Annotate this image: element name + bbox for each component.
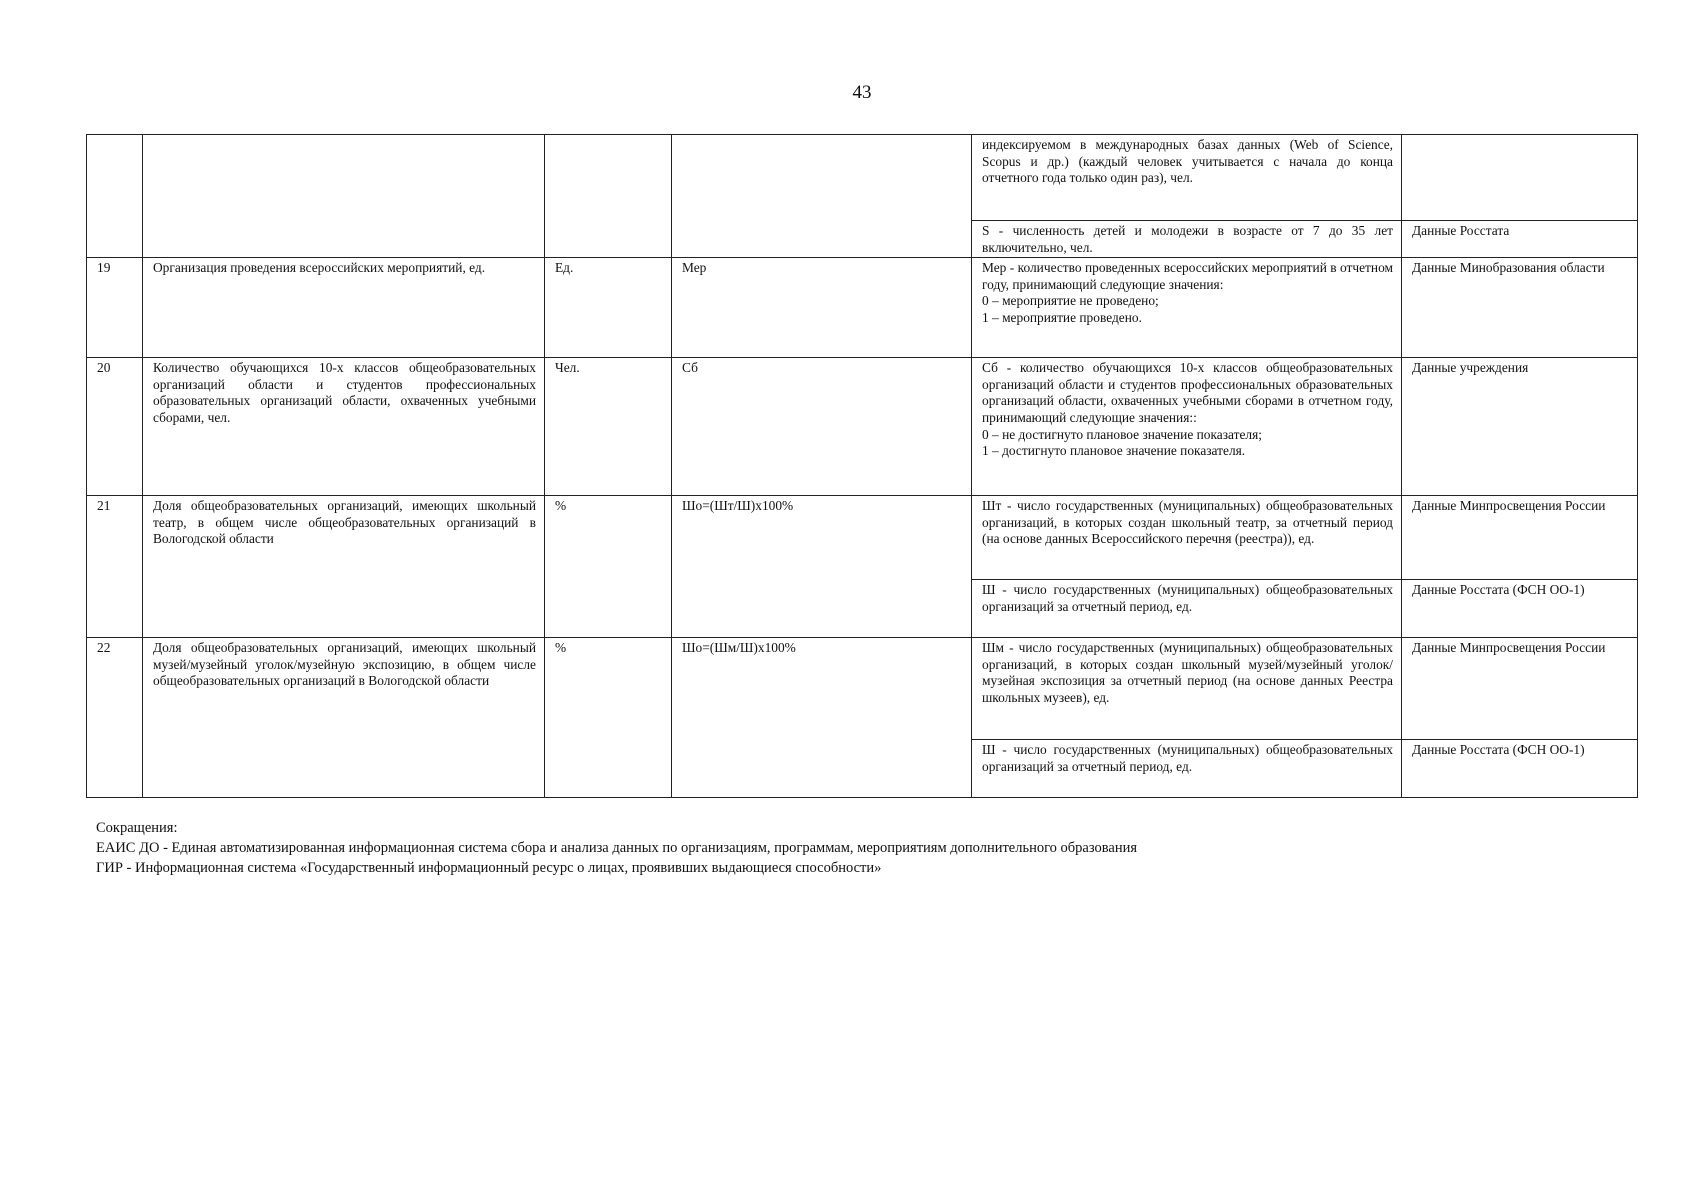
cell-unit	[545, 135, 672, 258]
cell-desc: индексируемом в международных базах данных (Web of Science, Scopus и др.) (каждый человек учитывается с начала до конца отчетного года только один раз), чел.	[972, 135, 1402, 221]
cell-name: Организация проведения всероссийских мероприятий, ед.	[143, 258, 545, 358]
desc-text: Мер - количество проведенных всероссийских мероприятий в отчетном году, принимающий следующие значения:	[982, 260, 1393, 292]
cell-desc: Ш - число государственных (муниципальных) общеобразовательных организаций за отчетный период, ед.	[972, 580, 1402, 638]
cell-desc: Ш - число государственных (муниципальных) общеобразовательных организаций за отчетный период, ед.	[972, 740, 1402, 798]
cell-formula: Сб	[672, 358, 972, 496]
cell-name: Доля общеобразовательных организаций, имеющих школьный музей/музейный уголок/музейную экспозицию, в общем числе общеобразовательных организаций в Вологодской области	[143, 638, 545, 798]
table-row	[87, 258, 1638, 358]
cell-unit: %	[545, 496, 672, 638]
desc-value-1: 1 – мероприятие проведено.	[982, 309, 1142, 325]
table-row	[87, 638, 1638, 740]
cell-desc: S - численность детей и молодежи в возрасте от 7 до 35 лет включительно, чел.	[972, 221, 1402, 258]
cell-num: 20	[87, 358, 143, 496]
cell-formula: Мер	[672, 258, 972, 358]
cell-num: 19	[87, 258, 143, 358]
abbreviations-block	[96, 818, 1137, 878]
table-row	[87, 135, 1638, 221]
cell-source: Данные Минпросвещения России	[1402, 496, 1638, 580]
cell-name	[143, 135, 545, 258]
cell-unit: Ед.	[545, 258, 672, 358]
desc-text: Сб - количество обучающихся 10-х классов общеобразовательных организаций области и студентов профессиональных образовательных организаций области, охваченных учебными сборами в отчетном году, принимающий следующие значения::	[982, 360, 1393, 425]
cell-source: Данные Минобразования области	[1402, 258, 1638, 358]
cell-num: 22	[87, 638, 143, 798]
cell-formula: Шо=(Шт/Ш)х100%	[672, 496, 972, 638]
cell-name: Количество обучающихся 10-х классов общеобразовательных организаций области и студентов профессиональных образовательных организаций области, охваченных учебными сборами, чел.	[143, 358, 545, 496]
table-row	[87, 358, 1638, 496]
page-number: 43	[852, 82, 872, 103]
cell-source: Данные учреждения	[1402, 358, 1638, 496]
cell-source: Данные Росстата (ФСН ОО-1)	[1402, 740, 1638, 798]
desc-value-0: 0 – не достигнуто плановое значение показателя;	[982, 426, 1262, 442]
abbreviations-heading: Сокращения:	[96, 820, 178, 836]
cell-formula: Шо=(Шм/Ш)х100%	[672, 638, 972, 798]
cell-desc	[972, 358, 1402, 496]
desc-value-0: 0 – мероприятие не проведено;	[982, 293, 1159, 309]
cell-source: Данные Росстата	[1402, 221, 1638, 258]
cell-num	[87, 135, 143, 258]
cell-desc: Шт - число государственных (муниципальных) общеобразовательных организаций, в которых создан школьный театр, за отчетный период (на основе данных Всероссийского перечня (реестра)), ед.	[972, 496, 1402, 580]
cell-desc: Шм - число государственных (муниципальных) общеобразовательных организаций, в которых создан школьный музей/музейный уголок/музейная экспозиция за отчетный период (на основе данных Реестра школьных музеев), ед.	[972, 638, 1402, 740]
indicators-table	[86, 134, 1638, 798]
cell-source	[1402, 135, 1638, 221]
cell-num: 21	[87, 496, 143, 638]
abbreviation-item: ГИР - Информационная система «Государственный информационный ресурс о лицах, проявивших выдающиеся способности»	[96, 860, 882, 876]
cell-name: Доля общеобразовательных организаций, имеющих школьный театр, в общем числе общеобразовательных организаций в Вологодской области	[143, 496, 545, 638]
cell-desc	[972, 258, 1402, 358]
table-row	[87, 496, 1638, 580]
cell-source: Данные Росстата (ФСН ОО-1)	[1402, 580, 1638, 638]
cell-formula	[672, 135, 972, 258]
desc-value-1: 1 – достигнуто плановое значение показателя.	[982, 443, 1246, 459]
cell-unit: %	[545, 638, 672, 798]
abbreviation-item: ЕАИС ДО - Единая автоматизированная информационная система сбора и анализа данных по организациям, программам, мероприятиям дополнительного образования	[96, 840, 1138, 856]
cell-source: Данные Минпросвещения России	[1402, 638, 1638, 740]
cell-unit: Чел.	[545, 358, 672, 496]
